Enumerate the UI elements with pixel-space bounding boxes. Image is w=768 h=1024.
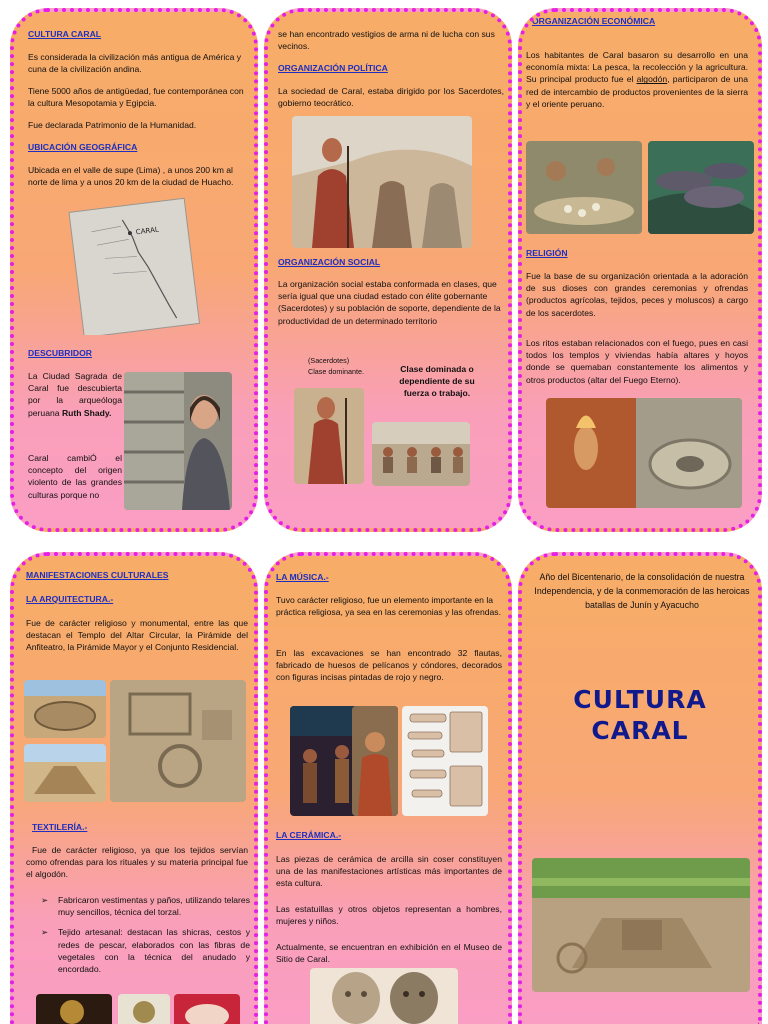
page-title: [522, 684, 758, 747]
map-label: CARAL: [135, 225, 160, 237]
priest-image: [294, 388, 364, 484]
map-image: [66, 197, 200, 335]
text-religion-2: Los ritos estaban relacionados con el fuego, pues en casi todos los templos y viviendas había altares y hoyos donde se quemaban constantemente los alimentos y otros productos (altar del Fuego Eterno).: [526, 338, 748, 385]
heading-ubicacion: UBICACIÓN GEOGRÁFICA: [28, 142, 138, 152]
text-arquitectura: Fue de carácter religioso y monumental, entre las que destacan el Templo del Altar Circular, la Pirámide del Anfiteatro, la Pirámide Mayor y el Conjunto Residencial.: [26, 618, 248, 653]
basket-image: [36, 994, 112, 1024]
fish-image: [648, 141, 754, 234]
priests-illustration: [292, 116, 472, 248]
text-ceramica-2: Las estatuillas y otros objetos representan a hombres, mujeres y niños.: [276, 904, 502, 927]
panel-musica-ceramica: [264, 552, 512, 1024]
panel-organizacion: [264, 8, 512, 532]
bullet-text: Tejido artesanal: destacan las shicras, cestos y redes de pescar, elaborados con las fibras de vegetales con la técnica del anudado y encordado.: [58, 927, 250, 975]
caption-sacerdotes: (Sacerdotes): [308, 356, 350, 365]
textile-knot-image: [118, 994, 170, 1024]
textile-bullet-list: [38, 894, 250, 983]
title-line-1: CULTURA: [573, 685, 707, 714]
archaeologist-photo: [124, 372, 232, 510]
aerial-ruins-image: [110, 680, 246, 802]
text-economica-a: Los habitantes de Caral basaron su desarrollo en una economía mixta: La pesca, la recolección y la agricultura. Su principal producto fue el: [526, 50, 748, 85]
bullet-text: Fabricaron vestimentas y paños, utilizando telares muy sencillos, técnica del torzal.: [58, 895, 250, 918]
text-social: La organización social estaba conformada en clases, que sería igual que una ciudad estado con élite gobernante (Sacerdotes) y su población de soporte, dependiente de la productividad de un determinado territorio: [278, 279, 501, 326]
heading-cultura-caral: CULTURA CARAL: [28, 29, 102, 39]
list-item: [38, 894, 250, 918]
cotton-image: [174, 994, 240, 1024]
harvest-image: [526, 141, 642, 234]
heading-musica: LA MÚSICA.-: [276, 572, 329, 582]
text-economica-b: , participaron de una red de intercambio de productos provenientes de la sierra y el oriente peruano.: [526, 74, 748, 109]
heading-ceramica: LA CERÁMICA.-: [276, 830, 342, 840]
panel-economia-religion: [518, 8, 762, 532]
text-vestigios: se han encontrado vestigios de arma ni de lucha con sus vecinos.: [278, 29, 495, 52]
caral-aerial-image: [532, 858, 750, 992]
text-ubicacion: Ubicada en el valle de supe (Lima) , a unos 200 km al norte de lima y a unos 20 km de la ciudad de Huacho.: [28, 165, 234, 188]
text-musica-2: En las excavaciones se han encontrado 32 flautas, fabricado de huesos de pelícanos y cóndores, decorados con figuras incisas pintadas de rojo y negro.: [276, 648, 502, 683]
flute-player-image: [352, 706, 398, 816]
list-item: [38, 926, 250, 975]
fire-altar-image: [546, 398, 742, 508]
text-civilizacion: Es considerada la civilización más antigua de América y cuna de la civilización andina.: [28, 52, 242, 75]
panel-cultura-caral: [10, 8, 258, 532]
caption-clase-dominante: Clase dominante.: [308, 367, 364, 376]
heading-descubridor: DESCUBRIDOR: [28, 348, 92, 358]
amphitheater-image: [24, 680, 106, 738]
text-ceramica-1: Las piezas de cerámica de arcilla sin coser constituyen una de las manifestaciones artísticas más importantes de esta cultura.: [276, 854, 502, 889]
title-line-2: CARAL: [591, 716, 689, 746]
text-musica-1: Tuvo carácter religioso, fue un elemento importante en la práctica religiosa, ya sea en las ceremonias y las ofrendas.: [276, 595, 501, 618]
heading-social: ORGANIZACIÓN SOCIAL: [278, 257, 381, 267]
panel-cover: [518, 552, 762, 1024]
text-ceramica-3: Actualmente, se encuentran en exhibición en el Museo de Sitio de Caral.: [276, 942, 502, 965]
arrow-bullet-icon: ➢: [41, 895, 49, 905]
heading-economica: ORGANIZACIÓN ECONÓMICA: [532, 16, 656, 26]
text-descubierta: La Ciudad Sagrada de Caral fue descubierta por la arqueóloga peruana: [28, 371, 122, 418]
panel-manifestaciones: [10, 552, 258, 1024]
heading-religion: RELIGIÓN: [526, 248, 568, 258]
pyramid-image: [24, 744, 106, 802]
figurines-image: [310, 968, 458, 1024]
text-textileria: Fue de carácter religioso, ya que los tejidos servían como ofrendas para los rituales y su materia principal fue el algodón.: [26, 845, 248, 880]
text-politica: La sociedad de Caral, estaba dirigido por los Sacerdotes, gobierno teocrático.: [278, 86, 504, 109]
heading-textileria: TEXTILERÍA.-: [32, 822, 88, 832]
flutes-image: [402, 706, 488, 816]
heading-politica: ORGANIZACIÓN POLÍTICA: [278, 63, 388, 73]
text-descubridor: [28, 370, 122, 419]
caption-clase-dominada: Clase dominada o dependiente de su fuerza o trabajo.: [399, 364, 475, 399]
text-algodon: algodón: [636, 74, 668, 85]
heading-manifestaciones: MANIFESTACIONES CULTURALES: [26, 570, 169, 580]
text-concepto: Caral cambiÓ el concepto del origen violento de las grandes culturas porque no: [28, 453, 122, 500]
workers-image: [372, 422, 470, 486]
text-antiguedad: Tiene 5000 años de antigüedad, fue contemporánea con la cultura Mesopotamia y Egipcia.: [28, 86, 244, 109]
text-economica: [526, 49, 748, 110]
text-ruth-shady: Ruth Shady.: [61, 407, 112, 418]
heading-arquitectura: LA ARQUITECTURA.-: [26, 594, 114, 604]
arrow-bullet-icon: ➢: [41, 927, 49, 938]
text-patrimonio: Fue declarada Patrimonio de la Humanidad.: [28, 120, 197, 130]
text-bicentenario: Año del Bicentenario, de la consolidación de nuestra Independencia, y de la conmemoración de las heroicas batallas de Junín y Ayacucho: [534, 572, 750, 611]
text-religion-1: Fue la base de su organización orientada a la adoración de sus dioses con grandes ceremonias y ofrendas (productos agrícolas, tejidos, peces y moluscos) a cargo de los sacerdotes.: [526, 271, 748, 318]
